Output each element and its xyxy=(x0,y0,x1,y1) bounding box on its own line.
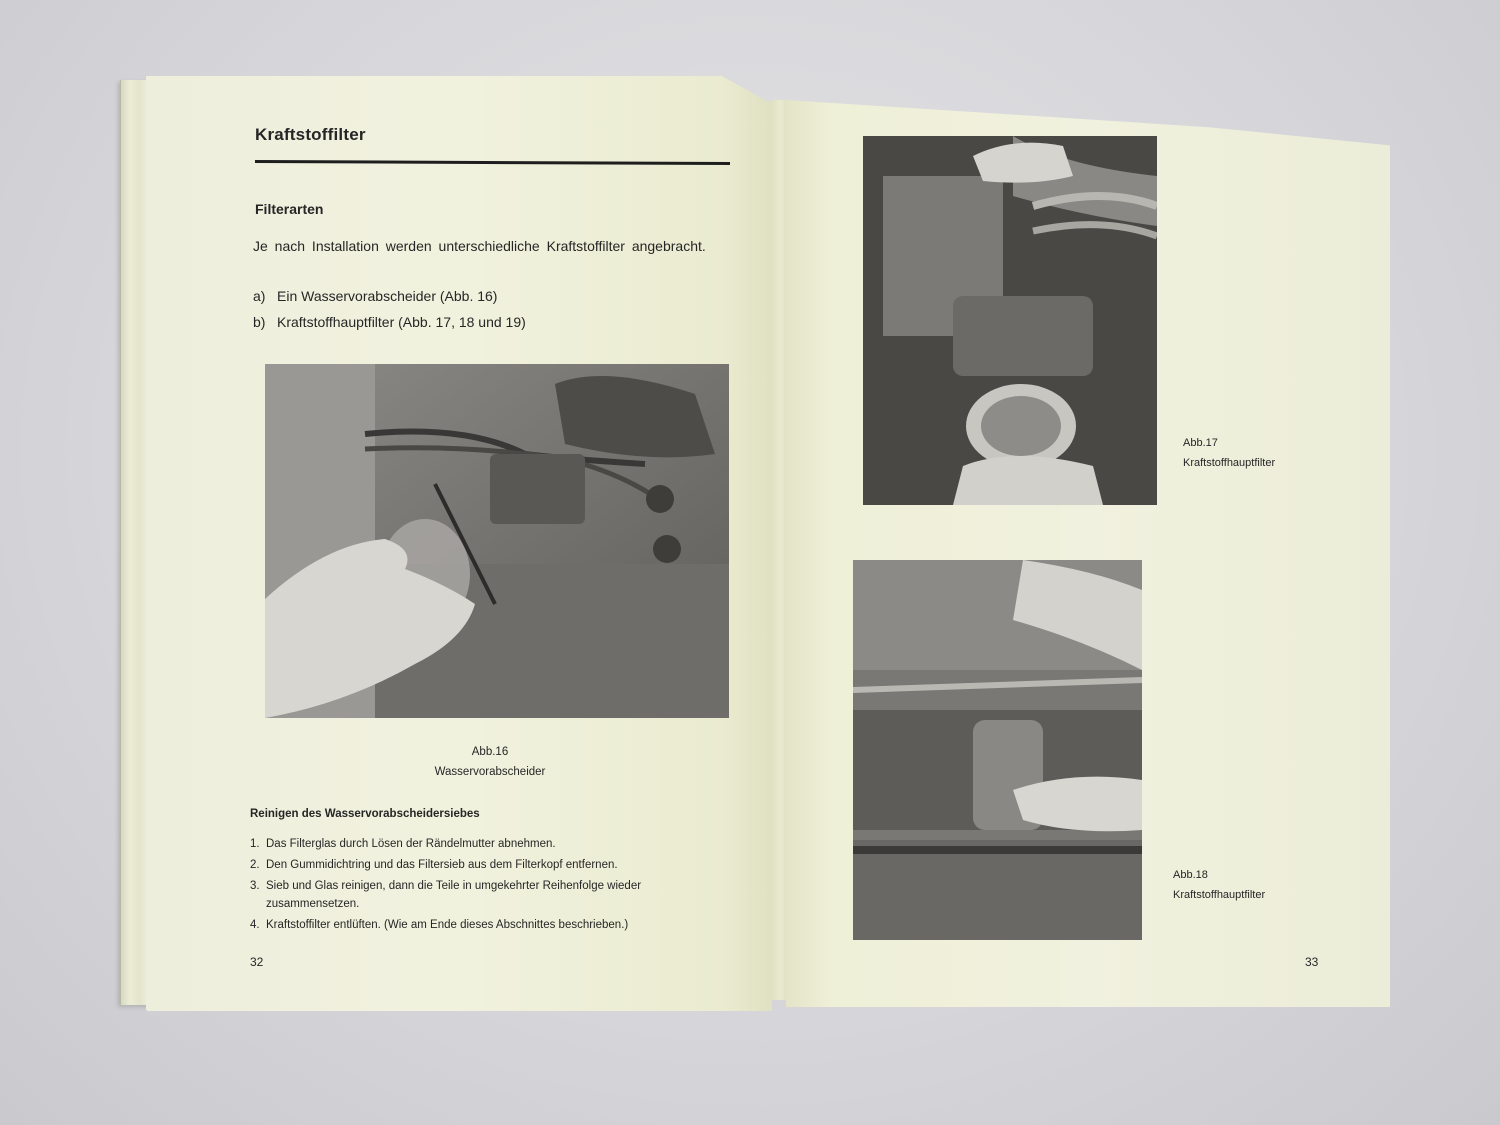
procedure-step xyxy=(250,877,730,913)
figure-number: Abb.16 xyxy=(471,746,509,758)
figure-caption-text: Wasservorabscheider xyxy=(434,766,546,778)
procedure-heading: Reinigen des Wasservorabscheidersiebes xyxy=(250,808,480,820)
list-item-text: Kraftstoffhauptfilter (Abb. 17, 18 und 19) xyxy=(277,314,526,330)
section-heading: Filterarten xyxy=(255,201,324,217)
procedure-step xyxy=(250,916,730,934)
figure-caption-text: Kraftstoffhauptfilter xyxy=(1173,889,1266,901)
step-number: 3. xyxy=(250,880,260,892)
figure-number: Abb.17 xyxy=(1183,437,1218,449)
figure-17-caption xyxy=(1183,433,1275,473)
page-number-right: 33 xyxy=(1305,955,1319,969)
page-number-left: 32 xyxy=(250,955,264,969)
procedure-step xyxy=(250,835,730,853)
figure-18-caption xyxy=(1173,865,1265,905)
step-text: Kraftstoffilter entlüften. (Wie am Ende dieses Abschnittes beschrieben.) xyxy=(266,919,629,931)
list-item xyxy=(253,309,526,335)
filter-types-list xyxy=(253,283,526,335)
list-item-label: a) xyxy=(253,288,266,304)
procedure-steps xyxy=(250,835,730,937)
page-title: Kraftstoffilter xyxy=(255,125,366,144)
procedure-step xyxy=(250,856,730,874)
list-item-label: b) xyxy=(253,314,266,330)
step-text: Das Filterglas durch Lösen der Rändelmutter abnehmen. xyxy=(266,838,556,850)
step-number: 1. xyxy=(250,838,260,850)
step-number: 4. xyxy=(250,919,260,931)
figure-16-photo xyxy=(265,364,729,718)
step-text: Sieb und Glas reinigen, dann die Teile in umgekehrter Reihenfolge wieder zusammensetzen. xyxy=(266,880,642,910)
step-number: 2. xyxy=(250,859,260,871)
figure-16-caption xyxy=(390,742,590,782)
step-text: Den Gummidichtring und das Filtersieb aus dem Filterkopf entfernen. xyxy=(266,859,618,871)
figure-17-photo xyxy=(863,136,1157,505)
list-item-text: Ein Wasservorabscheider (Abb. 16) xyxy=(277,288,498,304)
figure-number: Abb.18 xyxy=(1173,869,1208,881)
figure-caption-text: Kraftstoffhauptfilter xyxy=(1183,457,1276,469)
list-item xyxy=(253,283,526,309)
figure-18-photo xyxy=(853,560,1142,940)
intro-paragraph: Je nach Installation werden unterschiedliche Kraftstoffilter angebracht. xyxy=(253,238,706,254)
